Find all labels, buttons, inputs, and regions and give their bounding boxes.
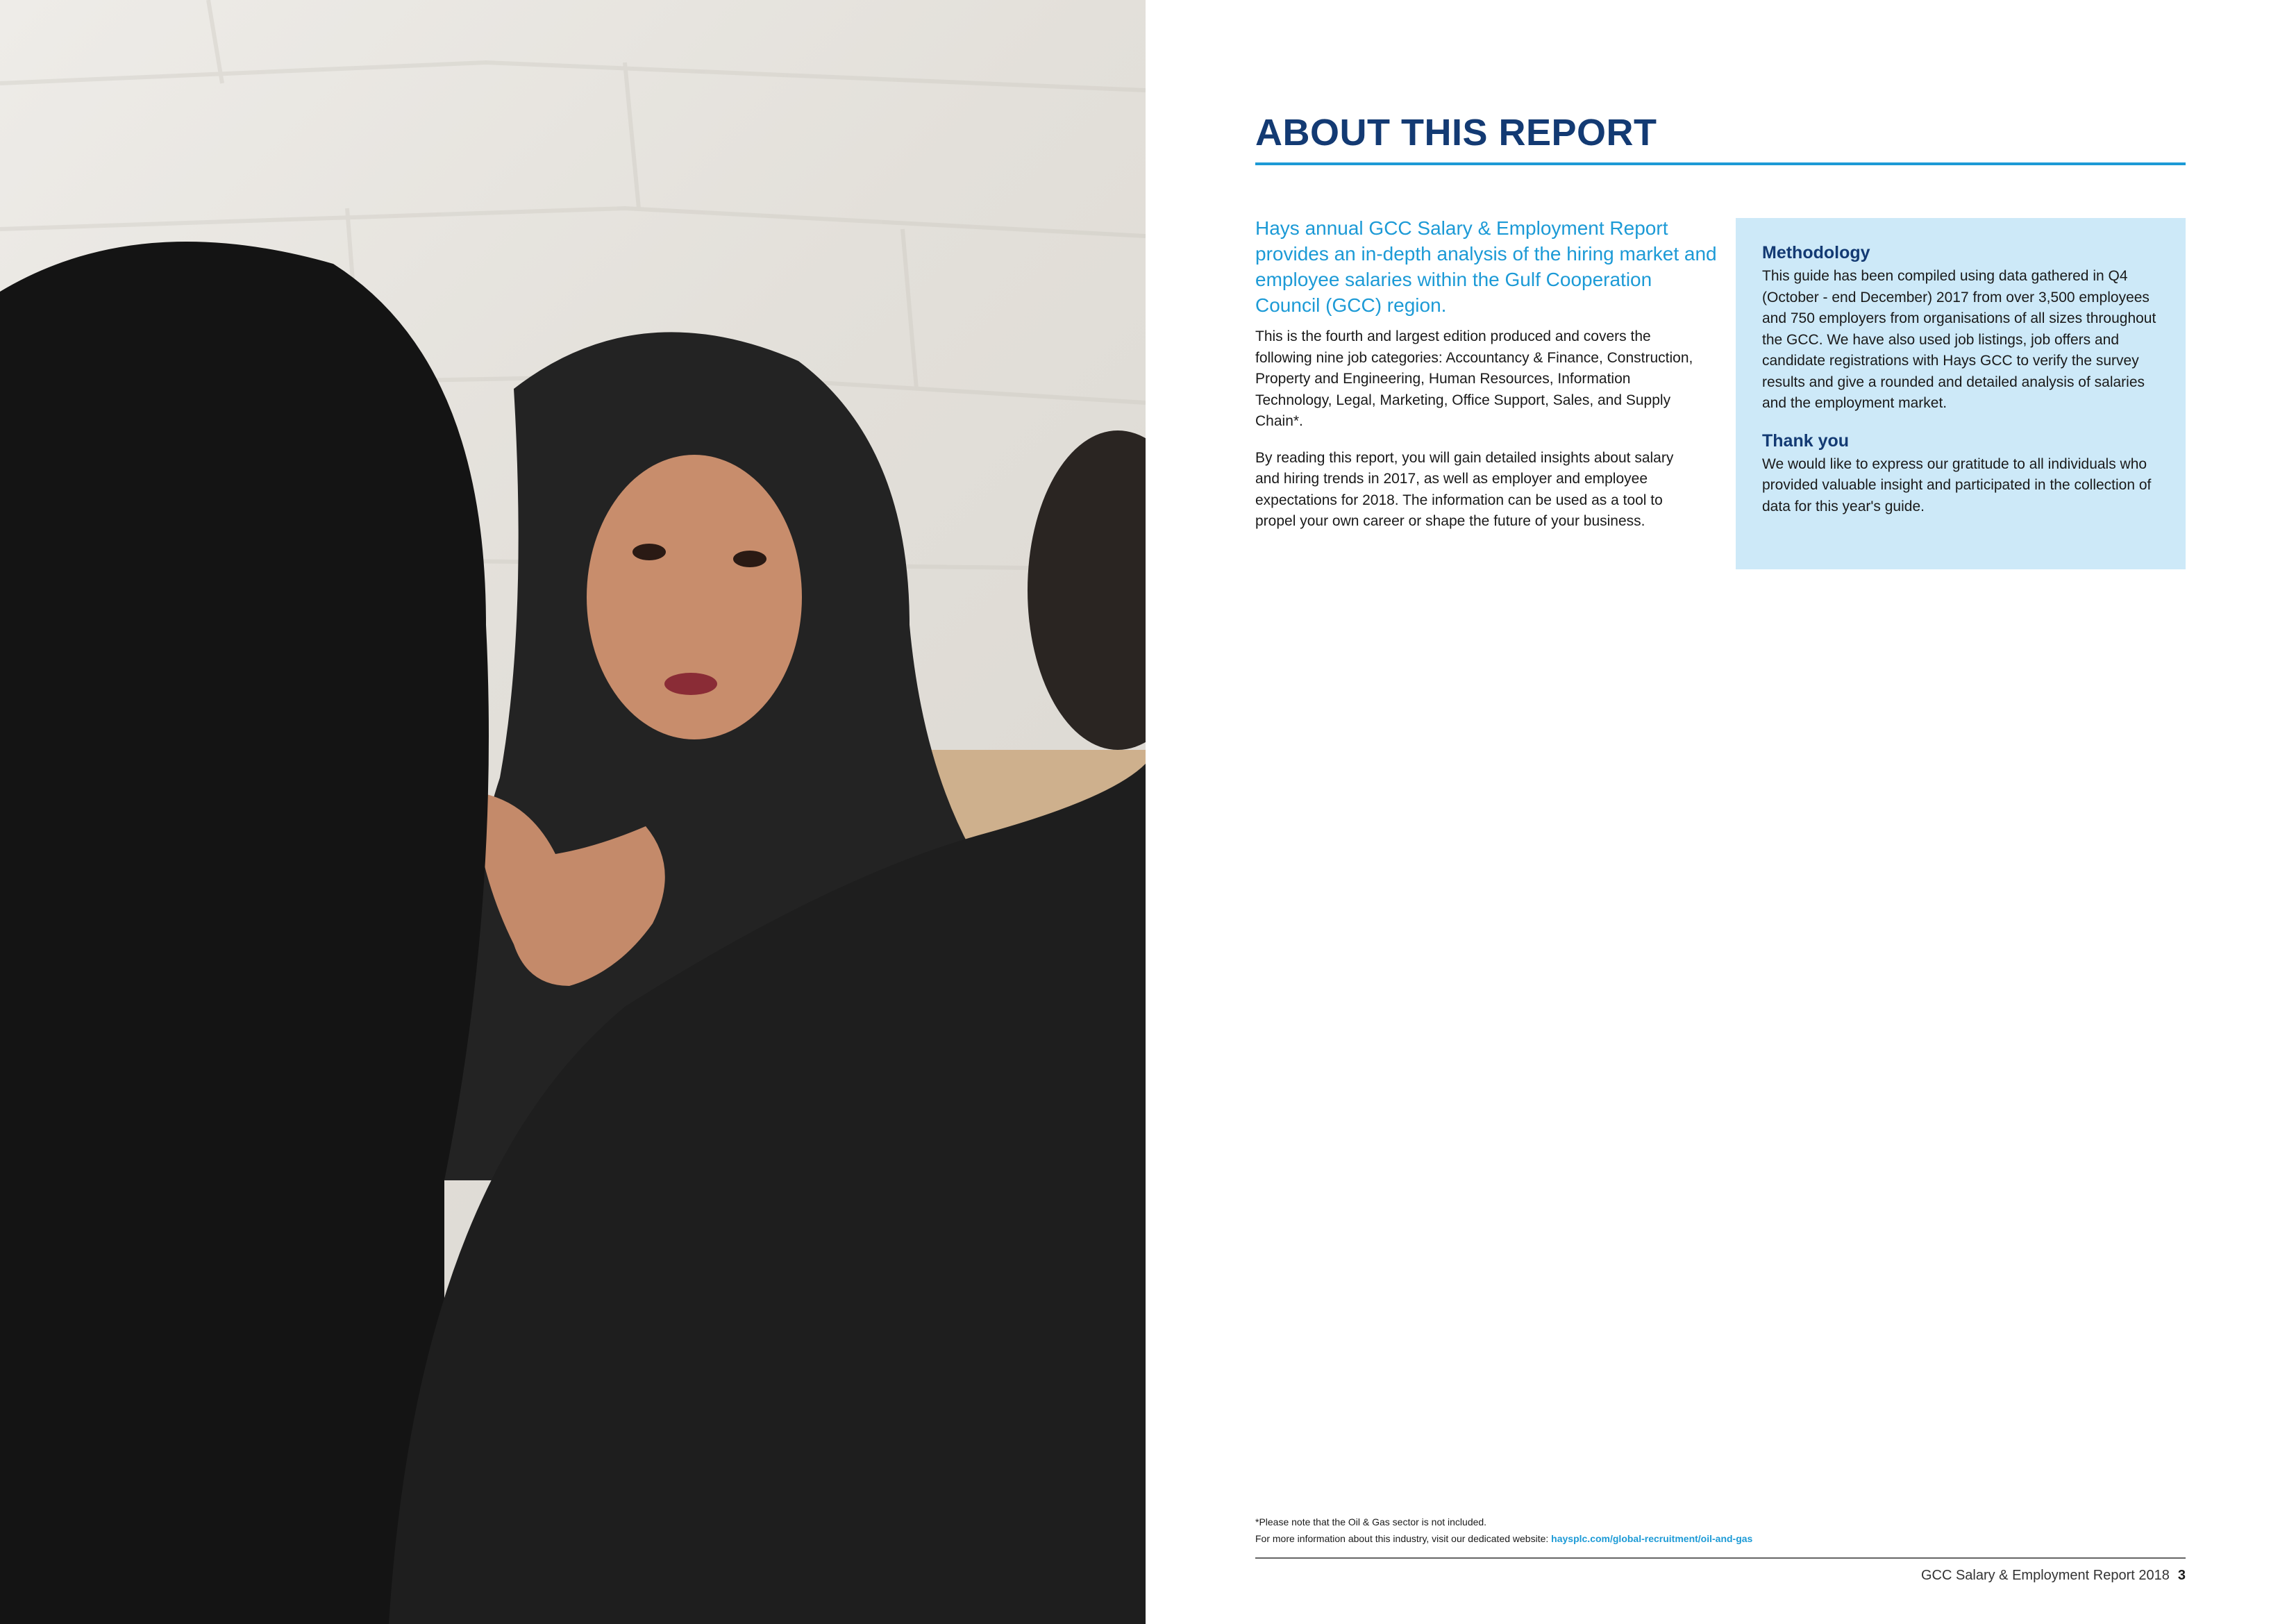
info-panel (1736, 218, 2186, 569)
body-paragraph: By reading this report, you will gain detailed insights about salary and hiring trends in 2017, as well as employer and employee expectations for 2018. The information can be used as a tool to propel your own career or shape the future of your business. (1255, 449, 1674, 529)
photo-illustration (0, 0, 1146, 1624)
methodology-heading: Methodology (1762, 243, 1870, 262)
thanks-heading: Thank you (1762, 430, 1850, 451)
footnote-line (1255, 1530, 2186, 1547)
title-divider (1255, 162, 2186, 165)
body-column (1255, 326, 1700, 548)
page-number: 3 (2177, 1568, 2186, 1583)
footnote (1255, 1514, 2186, 1547)
footnote-line: *Please note that the Oil & Gas sector is not included. (1255, 1516, 1487, 1527)
oil-gas-link[interactable]: haysplc.com/global-recruitment/oil-and-gas (1551, 1533, 1753, 1544)
intro-text: Hays annual GCC Salary & Employment Report provides an in-depth analysis of the hiring market and employee salaries within the Gulf Cooperation Council (GCC) region. (1255, 217, 1717, 316)
cover-photo (0, 0, 1146, 1624)
footer-divider (1255, 1557, 2186, 1559)
body-paragraph: This is the fourth and largest edition produced and covers the following nine job categories: Accountancy & Finance, Construction, Property and Engineering, Human Resources, Information Technology, Legal, Marketing, Office Support, Sales, and Supply Chain*. (1255, 328, 1693, 429)
page-footer (1921, 1568, 2186, 1584)
footnote-prefix: For more information about this industry, visit our dedicated website: (1255, 1533, 1552, 1544)
methodology-text: This guide has been compiled using data gathered in Q4 (October - end December) 2017 from over 3,500 employees and 750 employers from organisations of all sizes throughout the GCC. We have also used job listings, job offers and candidate registrations with Hays GCC to verify the survey results and give a rounded and detailed analysis of salaries and the employment market. (1762, 268, 2156, 411)
report-content (1255, 0, 2186, 1624)
page-title: ABOUT THIS REPORT (1255, 112, 1657, 153)
report-name: GCC Salary & Employment Report 2018 (1920, 1568, 2170, 1583)
thanks-text: We would like to express our gratitude to all individuals who provided valuable insight and participated in the collection of data for this year's guide. (1762, 455, 2152, 514)
